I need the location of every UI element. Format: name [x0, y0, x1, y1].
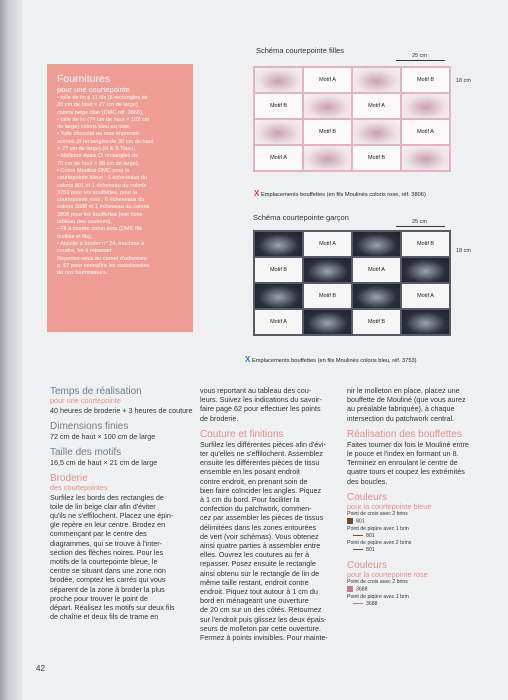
motif-cell: Motif B — [255, 94, 302, 118]
fournitures-line: • Aiguille à broder n° 24, machine à — [57, 240, 145, 247]
broderie-line: commençant par le centre des — [50, 529, 147, 539]
col2-intro-text — [200, 386, 340, 423]
motif-cell: Motif B — [402, 232, 449, 256]
printed-fabric-cell — [353, 284, 400, 308]
broderie-line: séparent de la zone à broder la plus — [50, 584, 165, 594]
fournitures-line: • Molleton épais (2 rectangles de — [57, 153, 139, 160]
schema-filles-caption — [254, 189, 426, 198]
printed-fabric-cell — [255, 120, 302, 144]
couture-line: endroit. Piquez tout autour à 1 cm du — [200, 587, 318, 597]
col3-intro-text — [347, 386, 487, 423]
fournitures-line: courtepointe rose : 6 écheveaux du — [57, 197, 145, 204]
fournitures-line: p. 67 pour connaître les coordonnées — [57, 262, 150, 269]
bouffette-marker-blue: X — [245, 355, 251, 364]
col2-intro-line: de broderie. — [200, 413, 239, 423]
color-stitch-label: Point de piqûre avec 1 brin — [347, 593, 409, 600]
color-stitch-label: Point de piqûre avec 1 brin — [347, 525, 409, 532]
couture-title: Couture et finitions — [200, 428, 284, 440]
broderie-line: brodée, comptez les carrés qui vous — [50, 575, 166, 585]
fournitures-line: coloris 3688 et 1 écheveau du coloris — [57, 204, 150, 211]
column-1 — [50, 386, 195, 621]
schema-filles-grid — [253, 66, 451, 172]
couture-line: de 20 cm sur un des côtés. Retournez — [200, 605, 322, 615]
fournitures-line: Reportez-vous au carnet d'adresses — [57, 255, 147, 262]
motif-cell: Motif A — [304, 68, 351, 92]
broderie-line: qu'ils ne s'effilochent. Placez une épin- — [50, 511, 174, 521]
backstitch-line-icon — [353, 603, 363, 604]
dmc-color-code: 3688 — [356, 586, 368, 593]
couture-line: à 1 cm du bord. Pour faciliter la — [200, 495, 300, 505]
fournitures-line: 3806 pour les bouffettes (voir fiche — [57, 211, 143, 218]
column-2 — [200, 386, 340, 642]
dmc-color-code: 801 — [366, 546, 375, 553]
fournitures-line: • Toile chocolat ou rose imprimée — [57, 131, 140, 138]
couture-line: ainsi quatre parties à assembler entre — [200, 541, 321, 551]
fournitures-line: courtepointe bleue : 5 écheveaux du — [57, 175, 148, 182]
printed-fabric-cell — [255, 232, 302, 256]
fournitures-line: tableau des couleurs), — [57, 219, 113, 226]
backstitch-line-icon — [353, 535, 363, 536]
couture-line: ainsi obtenu sur le rectangle de lin de — [200, 568, 320, 578]
couleurs-rose-title: Couleurs — [347, 559, 388, 571]
broderie-line: diagrammes, qui se trouve à l'inter- — [50, 538, 163, 548]
color-stitch-label: Point de croix avec 2 brins — [347, 511, 408, 518]
schema-garcon-caption — [245, 355, 417, 364]
schema-garcon-title: Schéma courtepointe garçon — [253, 213, 349, 222]
col3-intro-line: intersection du patchwork central. — [347, 413, 455, 423]
couture-line: bien faire coïncider les angles. Piquez — [200, 485, 322, 495]
broderie-line: centre se situant dans une zone non — [50, 566, 166, 576]
schema-filles-caption-text: Emplacements bouffettes (en fils Moulinés coloris rose, réf. 3806) — [260, 192, 426, 198]
couture-text — [200, 440, 340, 642]
fournitures-line: 30 cm de haut × 27 cm de large) — [57, 102, 138, 109]
color-swatch-icon — [347, 586, 353, 592]
broderie-title: Broderie — [50, 473, 88, 485]
motif-cell: Motif A — [402, 120, 449, 144]
temps-title: Temps de réalisation — [50, 386, 142, 397]
color-code-row — [347, 533, 487, 540]
motif-cell: Motif B — [255, 258, 302, 282]
couture-line: ensuite les différentes pièces de tissu — [200, 458, 320, 468]
couture-line: cez par assembler les pièces de tissus — [200, 513, 324, 523]
motif-cell: Motif A — [402, 284, 449, 308]
schema-garcon-grid — [253, 230, 451, 336]
broderie-line: motifs de la courtepointe bleue, le — [50, 557, 158, 567]
couture-line: bord en ménageant une ouverture — [200, 596, 309, 606]
dmc-color-code: 801 — [356, 518, 365, 525]
color-code-row — [347, 547, 487, 554]
temps-subtitle: pour une courtepointe — [50, 396, 121, 405]
broderie-line: toile de lin beige clair afin d'éviter — [50, 501, 156, 511]
broderie-subtitle: des courtepointes — [50, 483, 108, 493]
schema-filles-height-label: 18 cm — [456, 78, 471, 84]
taille-text: 16,5 cm de haut × 21 cm de large — [50, 457, 158, 467]
couture-line: de vert (voir schémas). Vous obtenez — [200, 531, 319, 541]
couture-line: sur l'endroit puis glissez les deux épais- — [200, 614, 327, 624]
printed-fabric-cell — [402, 258, 449, 282]
col2-intro-line: faire page 62 pour effectuer les points — [200, 404, 321, 414]
schema-filles-width-label: 25 cm — [412, 53, 427, 59]
printed-fabric-cell — [304, 258, 351, 282]
fournitures-line: × 27 cm de large) (H & S Tissu), — [57, 146, 137, 153]
motif-cell: Motif A — [353, 94, 400, 118]
fournitures-line: de large) coloris bleu ou rose, — [57, 124, 131, 131]
bouffettes-line: des boucles. — [347, 476, 388, 486]
printed-fabric-cell — [304, 94, 351, 118]
couleurs-rose-list — [347, 579, 487, 607]
fournitures-subtitle: pour une courtepointe — [57, 85, 130, 94]
fournitures-line: coloris beige clair (DMC réf. 3865), — [57, 109, 144, 116]
dmc-color-code: 801 — [366, 532, 375, 539]
bouffettes-line: le pouce et l'index en formant un 8. — [347, 449, 459, 459]
col3-intro-line: au préalable fabriquée), à chaque — [347, 404, 455, 414]
col2-intro-line: vous reportant au tableau des cou- — [200, 386, 312, 395]
fournitures-line: 3753 pour les bouffettes, pour la — [57, 189, 138, 196]
backstitch-line-icon — [353, 549, 363, 550]
fournitures-line: • Fil à coudre coton écru (DMC fils — [57, 226, 142, 233]
fournitures-line: • Coton Mouliné DMC pour la — [57, 167, 130, 174]
couture-line: ensemble en les posant endroit — [200, 467, 300, 477]
fournitures-title: Fournitures — [57, 73, 111, 85]
schema-filles-title: Schéma courtepointe filles — [256, 46, 344, 55]
couture-line: ter qu'elles ne s'effilochent. Assemblez — [200, 449, 323, 459]
col2-intro-line: leurs. Suivez les indications du savoir- — [200, 395, 322, 405]
printed-fabric-cell — [255, 68, 302, 92]
broderie-text — [50, 493, 195, 622]
couture-line: seurs de molleton par cette ouverture. — [200, 623, 322, 633]
motif-cell: Motif A — [353, 258, 400, 282]
temps-text: 40 heures de broderie + 3 heures de couture — [50, 405, 193, 415]
printed-fabric-cell — [304, 146, 351, 170]
column-3 — [347, 386, 487, 608]
motif-cell: Motif B — [304, 284, 351, 308]
bouffettes-line: Terminez en enroulant le centre de — [347, 458, 458, 468]
bouffette-marker-pink: X — [254, 189, 260, 198]
fournitures-line: • toile de lin (74 cm de haut × 102 cm — [57, 116, 150, 123]
color-code-row — [347, 586, 487, 593]
couture-line: délimitées dans les zones entourées — [200, 522, 317, 532]
motif-cell: Motif B — [353, 310, 400, 334]
bouffettes-line: Faites tourner dix fois le Mouliné entre — [347, 439, 469, 449]
bouffettes-line: quatre tours et coupez les extrémités — [347, 467, 465, 477]
schema-garcon-width-label: 25 cm — [412, 219, 427, 225]
couture-line: confection du patchwork, commen- — [200, 504, 312, 514]
printed-fabric-cell — [402, 310, 449, 334]
printed-fabric-cell — [353, 120, 400, 144]
couture-line: elles. Ouvrez les coutures au fer à — [200, 550, 310, 560]
bouffettes-text — [347, 440, 487, 486]
fournitures-line: scènes (8 rectangles de 30 cm de haut — [57, 138, 154, 145]
couture-line: Surfilez les différentes pièces afin d'évi- — [200, 439, 326, 449]
motif-cell: Motif A — [255, 146, 302, 170]
couture-line: repasser. Posez ensuite le rectangle — [200, 559, 316, 569]
broderie-line: départ. Réalisez les motifs sur deux fils — [50, 603, 175, 613]
couture-line: Fermez à points invisibles. Pour mainte- — [200, 633, 328, 643]
printed-fabric-cell — [402, 146, 449, 170]
fournitures-line: coudre, fer à repasser. — [57, 248, 113, 255]
motif-cell: Motif B — [353, 146, 400, 170]
dimensions-title: Dimensions finies — [50, 420, 129, 432]
motif-cell: Motif B — [402, 68, 449, 92]
schema-filles-width-line — [396, 60, 445, 61]
broderie-line: gle repère en leur centre. Brodez en — [50, 520, 166, 530]
couleurs-bleue-title: Couleurs — [347, 491, 388, 503]
broderie-line: proche pour trouver le point de — [50, 593, 148, 603]
broderie-line: section des flèches noires. Pour les — [50, 547, 164, 557]
schema-garcon-height-label: 18 cm — [456, 248, 471, 254]
couture-line: même taille restant, endroit contre — [200, 577, 309, 587]
couleurs-bleue-subtitle: pour la courtepointe bleue — [347, 501, 432, 511]
taille-title: Taille des motifs — [50, 446, 122, 458]
printed-fabric-cell — [304, 310, 351, 334]
dmc-color-code: 3688 — [366, 600, 378, 607]
page-binding-shadow — [0, 0, 22, 700]
dimensions-text: 72 cm de haut × 100 cm de large — [50, 431, 156, 441]
broderie-line: de chaîne et deux fils de trame en — [50, 612, 159, 622]
schema-garcon-caption-text: Emplacements bouffettes (en fils Moulinés coloris bleu, réf. 3753) — [251, 358, 417, 364]
fournitures-line: textiles et fils), — [57, 233, 93, 240]
printed-fabric-cell — [353, 68, 400, 92]
fournitures-line: de nos fournisseurs. — [57, 270, 108, 277]
fournitures-line: 70 cm de haut × 98 cm de large), — [57, 160, 140, 167]
printed-fabric-cell — [255, 284, 302, 308]
color-stitch-label: Point de piqûre avec 2 brins — [347, 539, 412, 546]
broderie-line: Surfilez les bords des rectangles de — [50, 492, 164, 502]
motif-cell: Motif A — [304, 232, 351, 256]
motif-cell: Motif B — [304, 120, 351, 144]
fournitures-line: coloris 801 et 1 écheveau du coloris — [57, 182, 147, 189]
color-stitch-label: Point de croix avec 2 brins — [347, 579, 408, 586]
motif-cell: Motif A — [255, 310, 302, 334]
fournitures-line: • toile de lin à 11 fils (8 rectangles de — [57, 95, 148, 101]
couleurs-rose-subtitle: pour la courtepointe rose — [347, 569, 428, 579]
color-code-row — [347, 601, 487, 608]
fournitures-list — [57, 95, 185, 277]
color-code-row — [347, 518, 487, 525]
col3-intro-line: nir le molleton en place, placez une — [347, 386, 460, 395]
color-swatch-icon — [347, 518, 353, 524]
couture-line: contre endroit, en prenant soin de — [200, 476, 308, 486]
bouffettes-title: Réalisation des bouffettes — [347, 428, 462, 440]
page-number: 42 — [36, 664, 45, 673]
schema-garcon-width-line — [396, 226, 445, 227]
printed-fabric-cell — [402, 94, 449, 118]
col3-intro-line: bouffette de Mouliné (que vous aurez — [347, 395, 466, 405]
printed-fabric-cell — [353, 232, 400, 256]
fournitures-box — [47, 64, 193, 332]
couleurs-bleue-list — [347, 511, 487, 553]
